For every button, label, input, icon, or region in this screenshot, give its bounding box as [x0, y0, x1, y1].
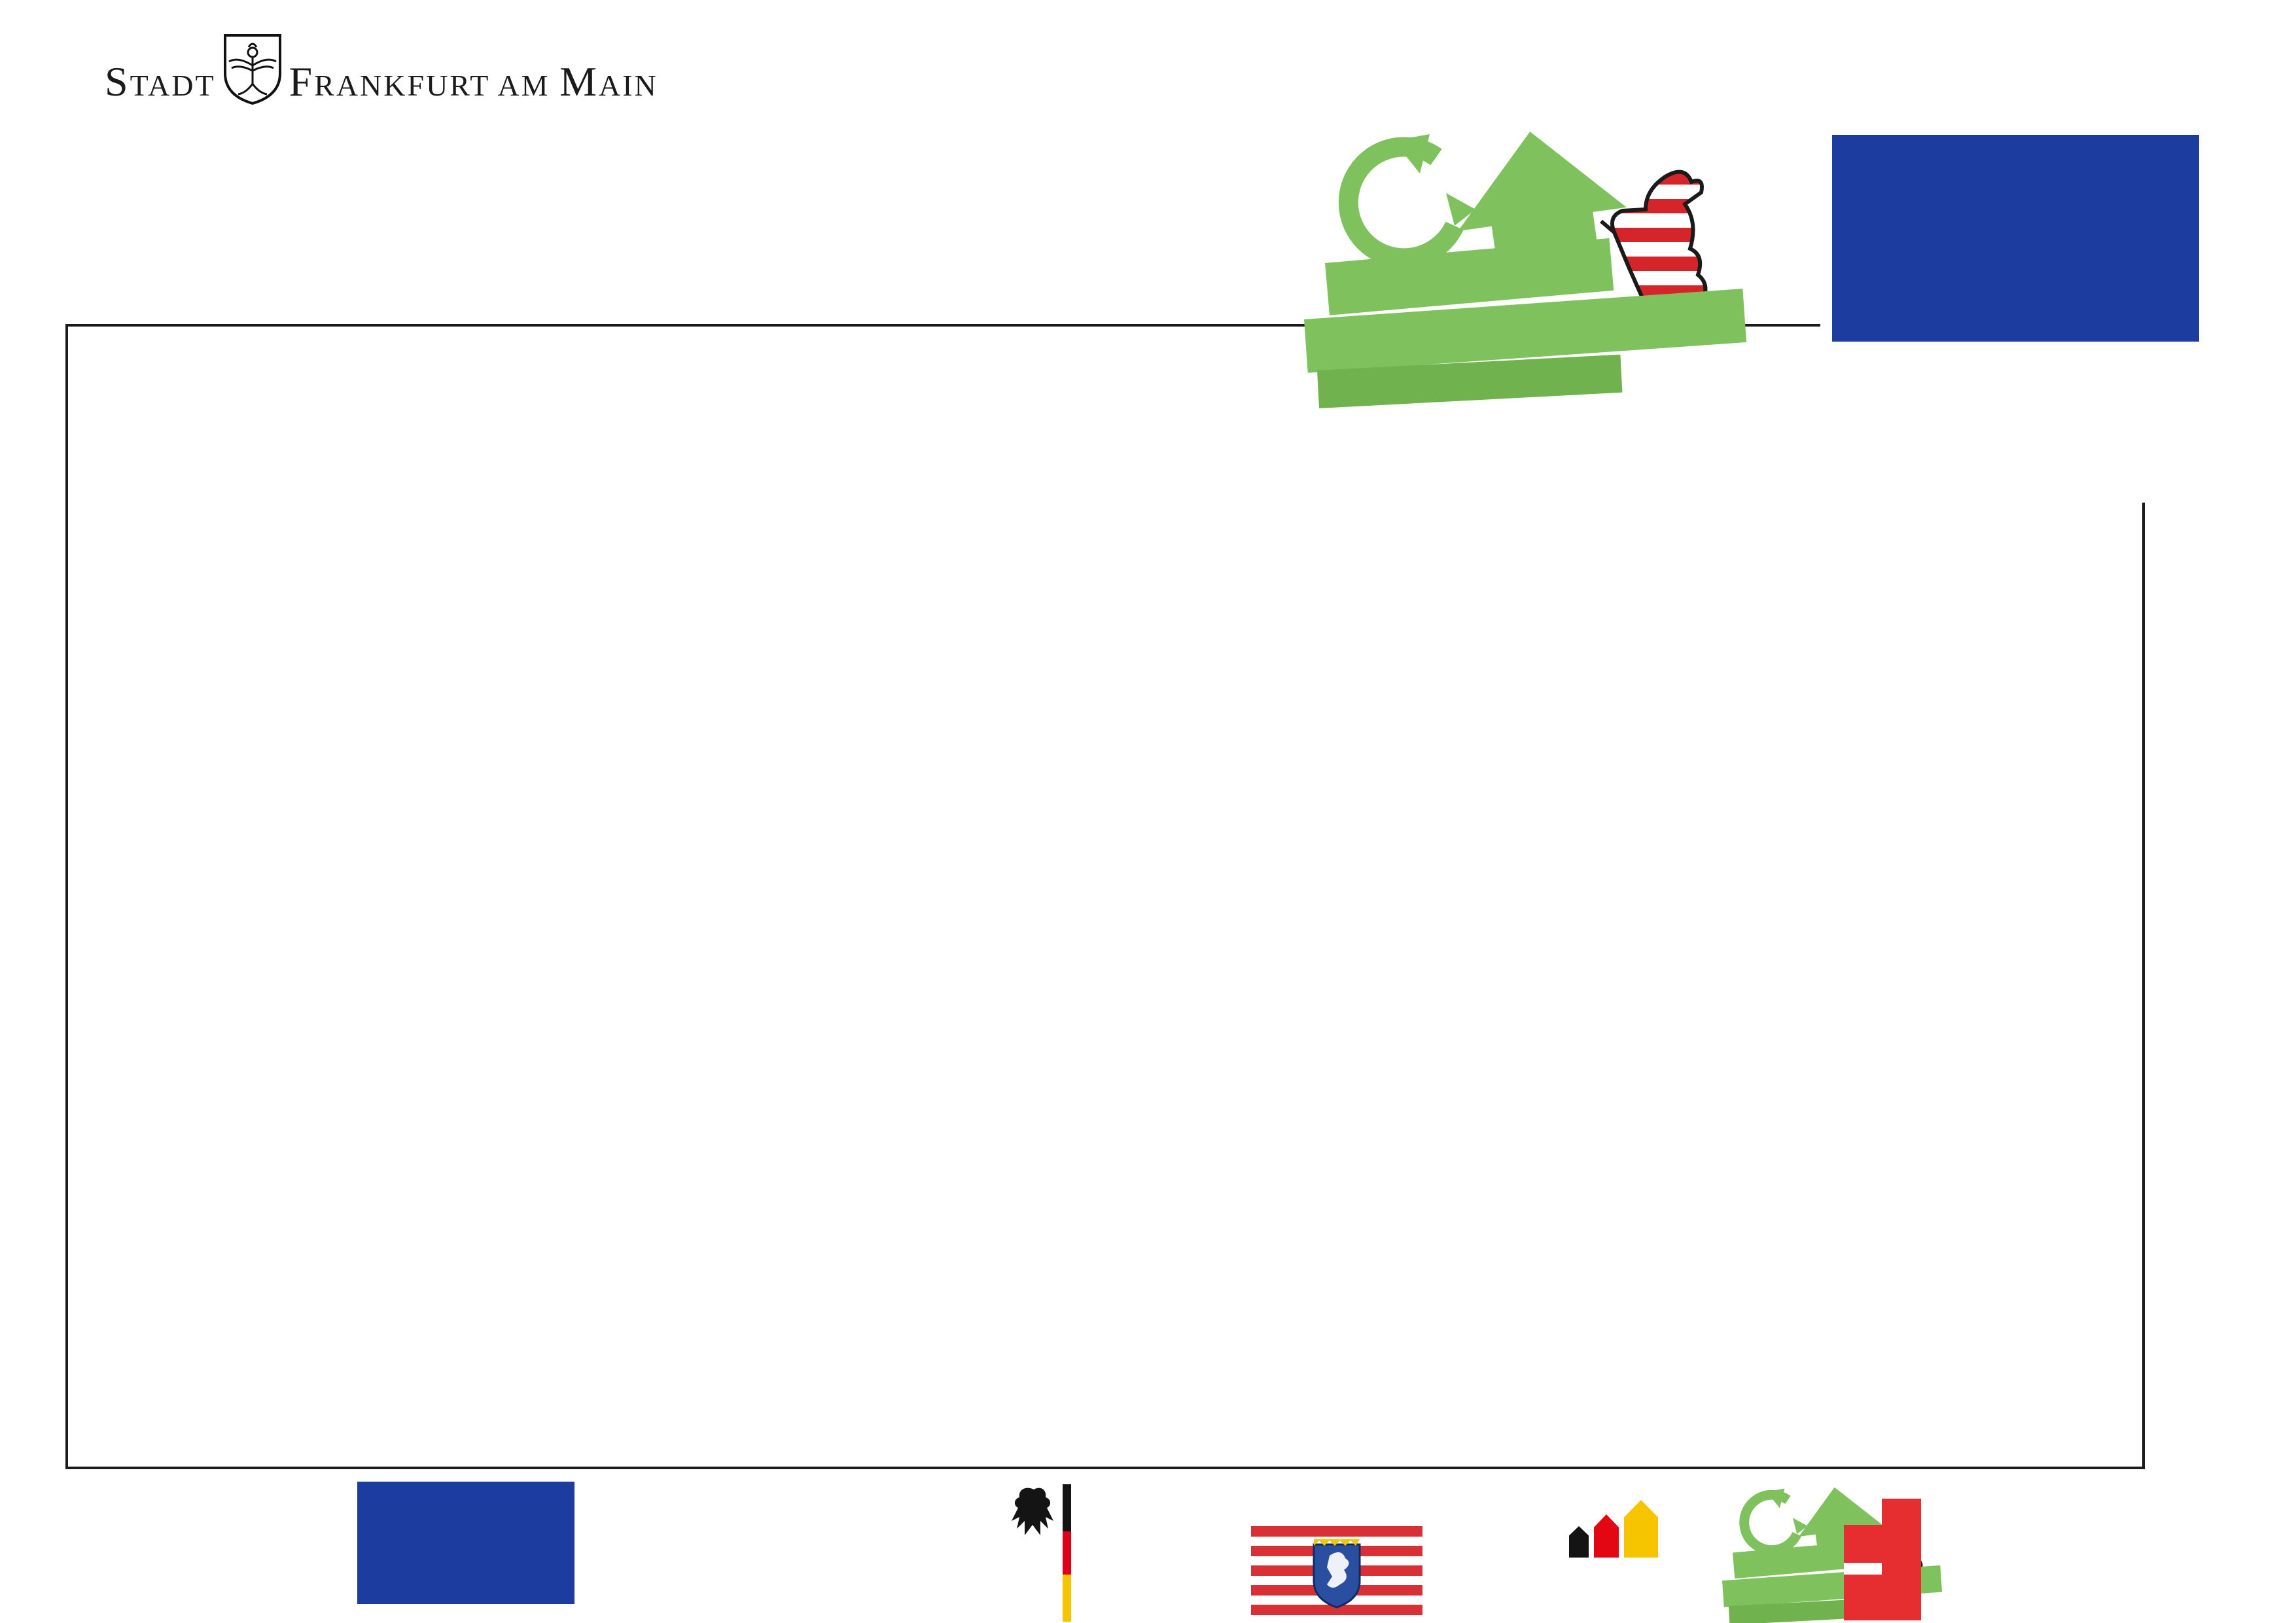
frankfurt-wordmark: FRANKFURT AM MAIN [289, 58, 658, 105]
hessen-coat-of-arms [1251, 1526, 1422, 1615]
bundesadler-icon [1012, 1488, 1053, 1535]
eu-flag [1832, 135, 2199, 342]
eu-funding-box [1820, 110, 2226, 503]
stadtplanungsamt-icon [1844, 1499, 1921, 1620]
stadt-frankfurt-logo [105, 33, 658, 106]
stadt-wordmark: STADT [105, 58, 216, 105]
staedtebau-houses-icon [1569, 1512, 1667, 1558]
growth-logo-top [1299, 105, 1757, 412]
frankfurt-eagle-crest-icon [222, 33, 283, 106]
footer-eu-flag [357, 1482, 574, 1604]
bund-logo [1008, 1484, 1080, 1622]
